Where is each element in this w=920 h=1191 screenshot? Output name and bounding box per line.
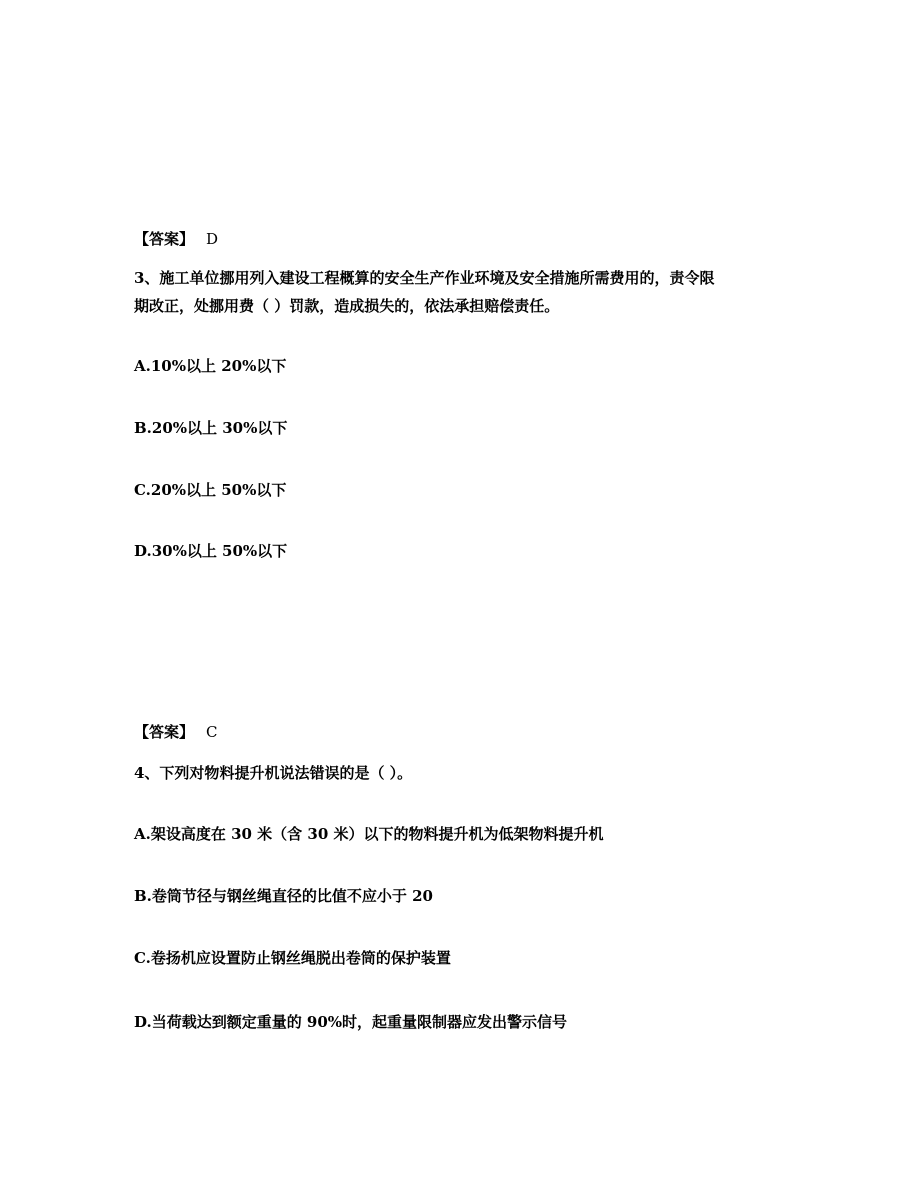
option-4d: D.当荷载达到额定重量的 90%时，起重量限制器应发出警示信号 — [134, 1013, 568, 1031]
answer-label: 【答案】 — [134, 723, 195, 741]
option-4c: C.卷扬机应设置防止钢丝绳脱出卷筒的保护装置 — [134, 949, 451, 967]
answer-line-2 — [134, 722, 218, 742]
answer-value: C — [206, 723, 218, 741]
option-3a: A.10%以上 20%以下 — [134, 357, 287, 375]
answer-line-1 — [134, 229, 218, 249]
option-4b: B.卷筒节径与钢丝绳直径的比值不应小于 20 — [134, 887, 433, 905]
answer-label: 【答案】 — [134, 230, 195, 248]
option-3b: B.20%以上 30%以下 — [134, 419, 288, 437]
option-3c: C.20%以上 50%以下 — [134, 481, 287, 499]
question-3-line-1: 3、施工单位挪用列入建设工程概算的安全生产作业环境及安全措施所需费用的，责令限 — [134, 269, 715, 287]
question-4-line-1: 4、下列对物料提升机说法错误的是（ ）。 — [134, 764, 413, 782]
option-3d: D.30%以上 50%以下 — [134, 542, 288, 560]
option-4a: A.架设高度在 30 米（含 30 米）以下的物料提升机为低架物料提升机 — [134, 825, 604, 843]
question-3-line-2: 期改正，处挪用费（ ）罚款，造成损失的，依法承担赔偿责任。 — [134, 297, 560, 315]
answer-value: D — [206, 230, 219, 248]
